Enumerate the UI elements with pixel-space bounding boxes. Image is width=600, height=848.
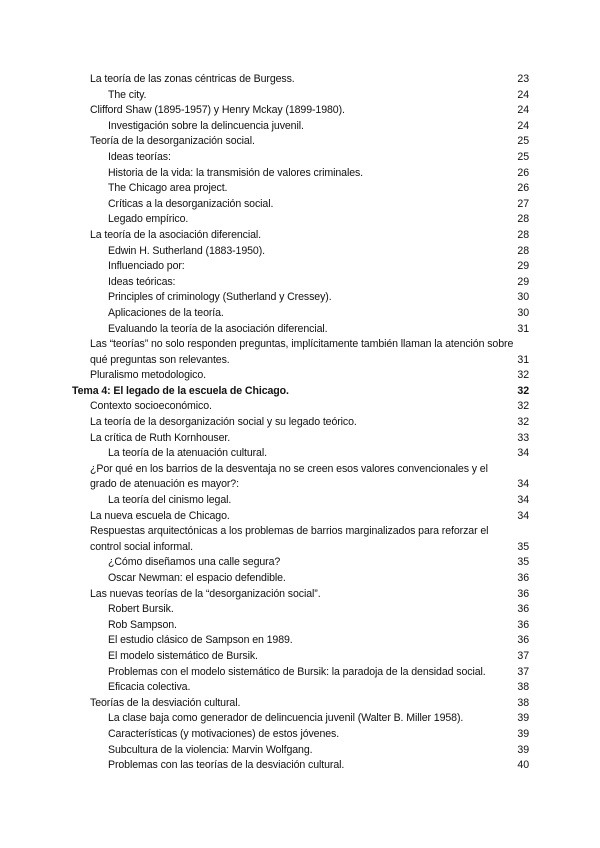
toc-entry-title: Historia de la vida: la transmisión de valores criminales.: [108, 166, 364, 179]
toc-entry[interactable]: [0, 602, 600, 618]
toc-entry-page-number: 29: [517, 275, 529, 288]
toc-entry-page-number: 28: [517, 228, 529, 241]
toc-entry-page-number: 37: [517, 649, 529, 662]
toc-entry-page-number: 36: [517, 634, 529, 647]
toc-entry[interactable]: [0, 72, 600, 88]
toc-entry-title: Aplicaciones de la teoría.: [108, 306, 224, 319]
toc-entry[interactable]: [0, 368, 600, 384]
toc-entry-page-number: 39: [517, 727, 529, 740]
toc-entry-title: ¿Por qué en los barrios de la desventaja no se creen esos valores convencionales y el grado de atenuación es mayor?:: [90, 462, 488, 491]
toc-entry-page-number: 33: [517, 431, 529, 444]
toc-entry-title: Subcultura de la violencia: Marvin Wolfgang.: [108, 743, 313, 756]
toc-entry[interactable]: [0, 290, 600, 306]
toc-entry[interactable]: [0, 103, 600, 119]
toc-entry[interactable]: [0, 431, 600, 447]
toc-entry[interactable]: [0, 618, 600, 634]
toc-entry[interactable]: [0, 166, 600, 182]
toc-entry-title: Características (y motivaciones) de estos jóvenes.: [108, 727, 340, 740]
toc-entry[interactable]: [0, 275, 600, 291]
toc-entry-title: Teoría de la desorganización social.: [90, 135, 255, 148]
toc-entry-title: Críticas a la desorganización social.: [108, 197, 274, 210]
toc-entry-page-number: 25: [517, 150, 529, 163]
toc-entry-title: Eficacia colectiva.: [108, 681, 191, 694]
toc-entry-page-number: 30: [517, 306, 529, 319]
toc-entry-page-number: 25: [517, 135, 529, 148]
toc-entry[interactable]: [0, 337, 600, 368]
table-of-contents: [0, 72, 600, 774]
toc-entry[interactable]: [0, 197, 600, 213]
toc-entry-page-number: 28: [517, 213, 529, 226]
toc-entry-page-number: 38: [517, 681, 529, 694]
toc-entry[interactable]: [0, 649, 600, 665]
toc-entry-title: Rob Sampson.: [108, 618, 177, 631]
toc-entry-page-number: 34: [517, 509, 529, 522]
toc-entry[interactable]: [0, 150, 600, 166]
toc-entry[interactable]: [0, 119, 600, 135]
toc-entry-title: The city.: [108, 88, 147, 101]
toc-entry-title: El modelo sistemático de Bursik.: [108, 649, 258, 662]
toc-entry-page-number: 36: [517, 587, 529, 600]
toc-entry[interactable]: [0, 711, 600, 727]
toc-entry[interactable]: [0, 587, 600, 603]
toc-entry-title: La teoría de las zonas céntricas de Burgess.: [90, 73, 295, 85]
toc-entry-page-number: 36: [517, 572, 529, 584]
toc-entry[interactable]: [0, 399, 600, 415]
toc-entry[interactable]: [0, 322, 600, 338]
toc-entry-title: Tema 4: El legado de la escuela de Chicago.: [72, 384, 289, 397]
toc-entry[interactable]: [0, 446, 600, 462]
toc-entry[interactable]: [0, 259, 600, 275]
toc-entry-title: Evaluando la teoría de la asociación diferencial.: [108, 322, 328, 335]
toc-entry-page-number: 29: [517, 260, 529, 273]
toc-entry-page-number: 26: [517, 166, 529, 179]
toc-entry-page-number: 36: [517, 618, 529, 631]
toc-entry[interactable]: [0, 228, 600, 244]
toc-entry[interactable]: [0, 306, 600, 322]
toc-entry-title: La teoría del cinismo legal.: [108, 494, 232, 507]
toc-entry-page-number: 23: [517, 73, 529, 85]
toc-entry-page-number: 24: [517, 104, 529, 117]
toc-entry-page-number: 30: [517, 291, 529, 304]
toc-entry-page-number: 36: [517, 603, 529, 616]
toc-entry-title: Las “teorías” no solo responden preguntas, implícitamente también llaman la atención sobre qué preguntas son relevantes.: [90, 338, 514, 366]
toc-entry[interactable]: [0, 743, 600, 759]
toc-entry-title: Las nuevas teorías de la “desorganización social”.: [90, 587, 321, 600]
toc-entry[interactable]: [0, 571, 600, 587]
toc-entry-page-number: 32: [517, 416, 529, 429]
toc-entry-title: Ideas teóricas:: [108, 275, 176, 288]
toc-entry-page-number: 37: [517, 665, 529, 678]
toc-entry-title: The Chicago area project.: [108, 182, 228, 195]
toc-entry[interactable]: [0, 680, 600, 696]
toc-entry[interactable]: [0, 665, 600, 681]
toc-entry-title: Teorías de la desviación cultural.: [90, 696, 241, 709]
toc-entry-page-number: 32: [517, 400, 529, 413]
toc-entry-title: La teoría de la asociación diferencial.: [90, 228, 262, 241]
toc-entry-page-number: 38: [517, 696, 529, 709]
toc-entry-title: Contexto socioeconómico.: [90, 400, 212, 413]
toc-chapter-entry[interactable]: [0, 384, 600, 400]
toc-entry-page-number: 24: [517, 119, 529, 132]
toc-entry-page-number: 34: [517, 494, 529, 507]
toc-entry[interactable]: [0, 555, 600, 571]
toc-entry-page-number: 27: [517, 197, 529, 210]
toc-entry[interactable]: [0, 181, 600, 197]
toc-entry-title: El estudio clásico de Sampson en 1989.: [108, 634, 293, 647]
toc-entry-page-number: 39: [517, 743, 529, 756]
toc-entry[interactable]: [0, 462, 600, 493]
toc-entry-title: Problemas con las teorías de la desviación cultural.: [108, 759, 345, 772]
toc-entry[interactable]: [0, 493, 600, 509]
toc-entry-title: La nueva escuela de Chicago.: [90, 509, 230, 522]
toc-entry-title: Legado empírico.: [108, 213, 189, 226]
toc-entry-title: Edwin H. Sutherland (1883-1950).: [108, 244, 265, 257]
toc-entry-title: Respuestas arquitectónicas a los problemas de barrios marginalizados para reforzar el control social informal.: [90, 525, 489, 553]
toc-entry[interactable]: [0, 524, 600, 555]
toc-entry-page-number: 34: [517, 478, 529, 491]
toc-entry[interactable]: [0, 415, 600, 431]
toc-entry[interactable]: [0, 509, 600, 525]
toc-entry-title: La clase baja como generador de delincuencia juvenil (Walter B. Miller 1958).: [108, 712, 464, 725]
toc-entry-page-number: 35: [517, 540, 529, 553]
toc-entry-title: Pluralismo metodologico.: [90, 369, 206, 382]
toc-entry[interactable]: [0, 212, 600, 228]
toc-entry[interactable]: [0, 88, 600, 104]
toc-entry-title: Principles of criminology (Sutherland y Cressey).: [108, 291, 332, 304]
toc-entry[interactable]: [0, 633, 600, 649]
toc-entry-page-number: 40: [517, 759, 529, 772]
toc-entry-title: La crítica de Ruth Kornhouser.: [90, 431, 231, 444]
toc-entry[interactable]: [0, 758, 600, 774]
toc-entry-page-number: 28: [517, 244, 529, 257]
toc-entry-page-number: 32: [517, 369, 529, 382]
toc-entry-title: Investigación sobre la delincuencia juvenil.: [108, 119, 304, 132]
toc-entry[interactable]: [0, 244, 600, 260]
toc-entry-page-number: 31: [517, 353, 529, 366]
toc-entry-page-number: 35: [517, 556, 529, 569]
toc-entry-page-number: 31: [517, 322, 529, 335]
toc-entry-title: La teoría de la atenuación cultural.: [108, 447, 267, 460]
toc-entry[interactable]: [0, 134, 600, 150]
toc-entry-title: Robert Bursik.: [108, 603, 174, 616]
toc-entry-page-number: 34: [517, 447, 529, 460]
toc-entry-title: Ideas teorías:: [108, 150, 171, 163]
toc-entry-title: La teoría de la desorganización social y su legado teórico.: [90, 416, 357, 429]
toc-entry-title: ¿Cómo diseñamos una calle segura?: [108, 556, 281, 569]
toc-entry-page-number: 24: [517, 88, 529, 101]
toc-entry-page-number: 39: [517, 712, 529, 725]
toc-entry-title: Clifford Shaw (1895-1957) y Henry Mckay (1899-1980).: [90, 104, 345, 117]
toc-entry-title: Influenciado por:: [108, 260, 185, 273]
toc-entry-title: Oscar Newman: el espacio defendible.: [108, 572, 286, 584]
toc-entry[interactable]: [0, 696, 600, 712]
toc-entry[interactable]: [0, 727, 600, 743]
toc-entry-title: Problemas con el modelo sistemático de Bursik: la paradoja de la densidad social.: [108, 665, 486, 678]
toc-entry-page-number: 26: [517, 182, 529, 195]
toc-entry-page-number: 32: [517, 384, 529, 397]
